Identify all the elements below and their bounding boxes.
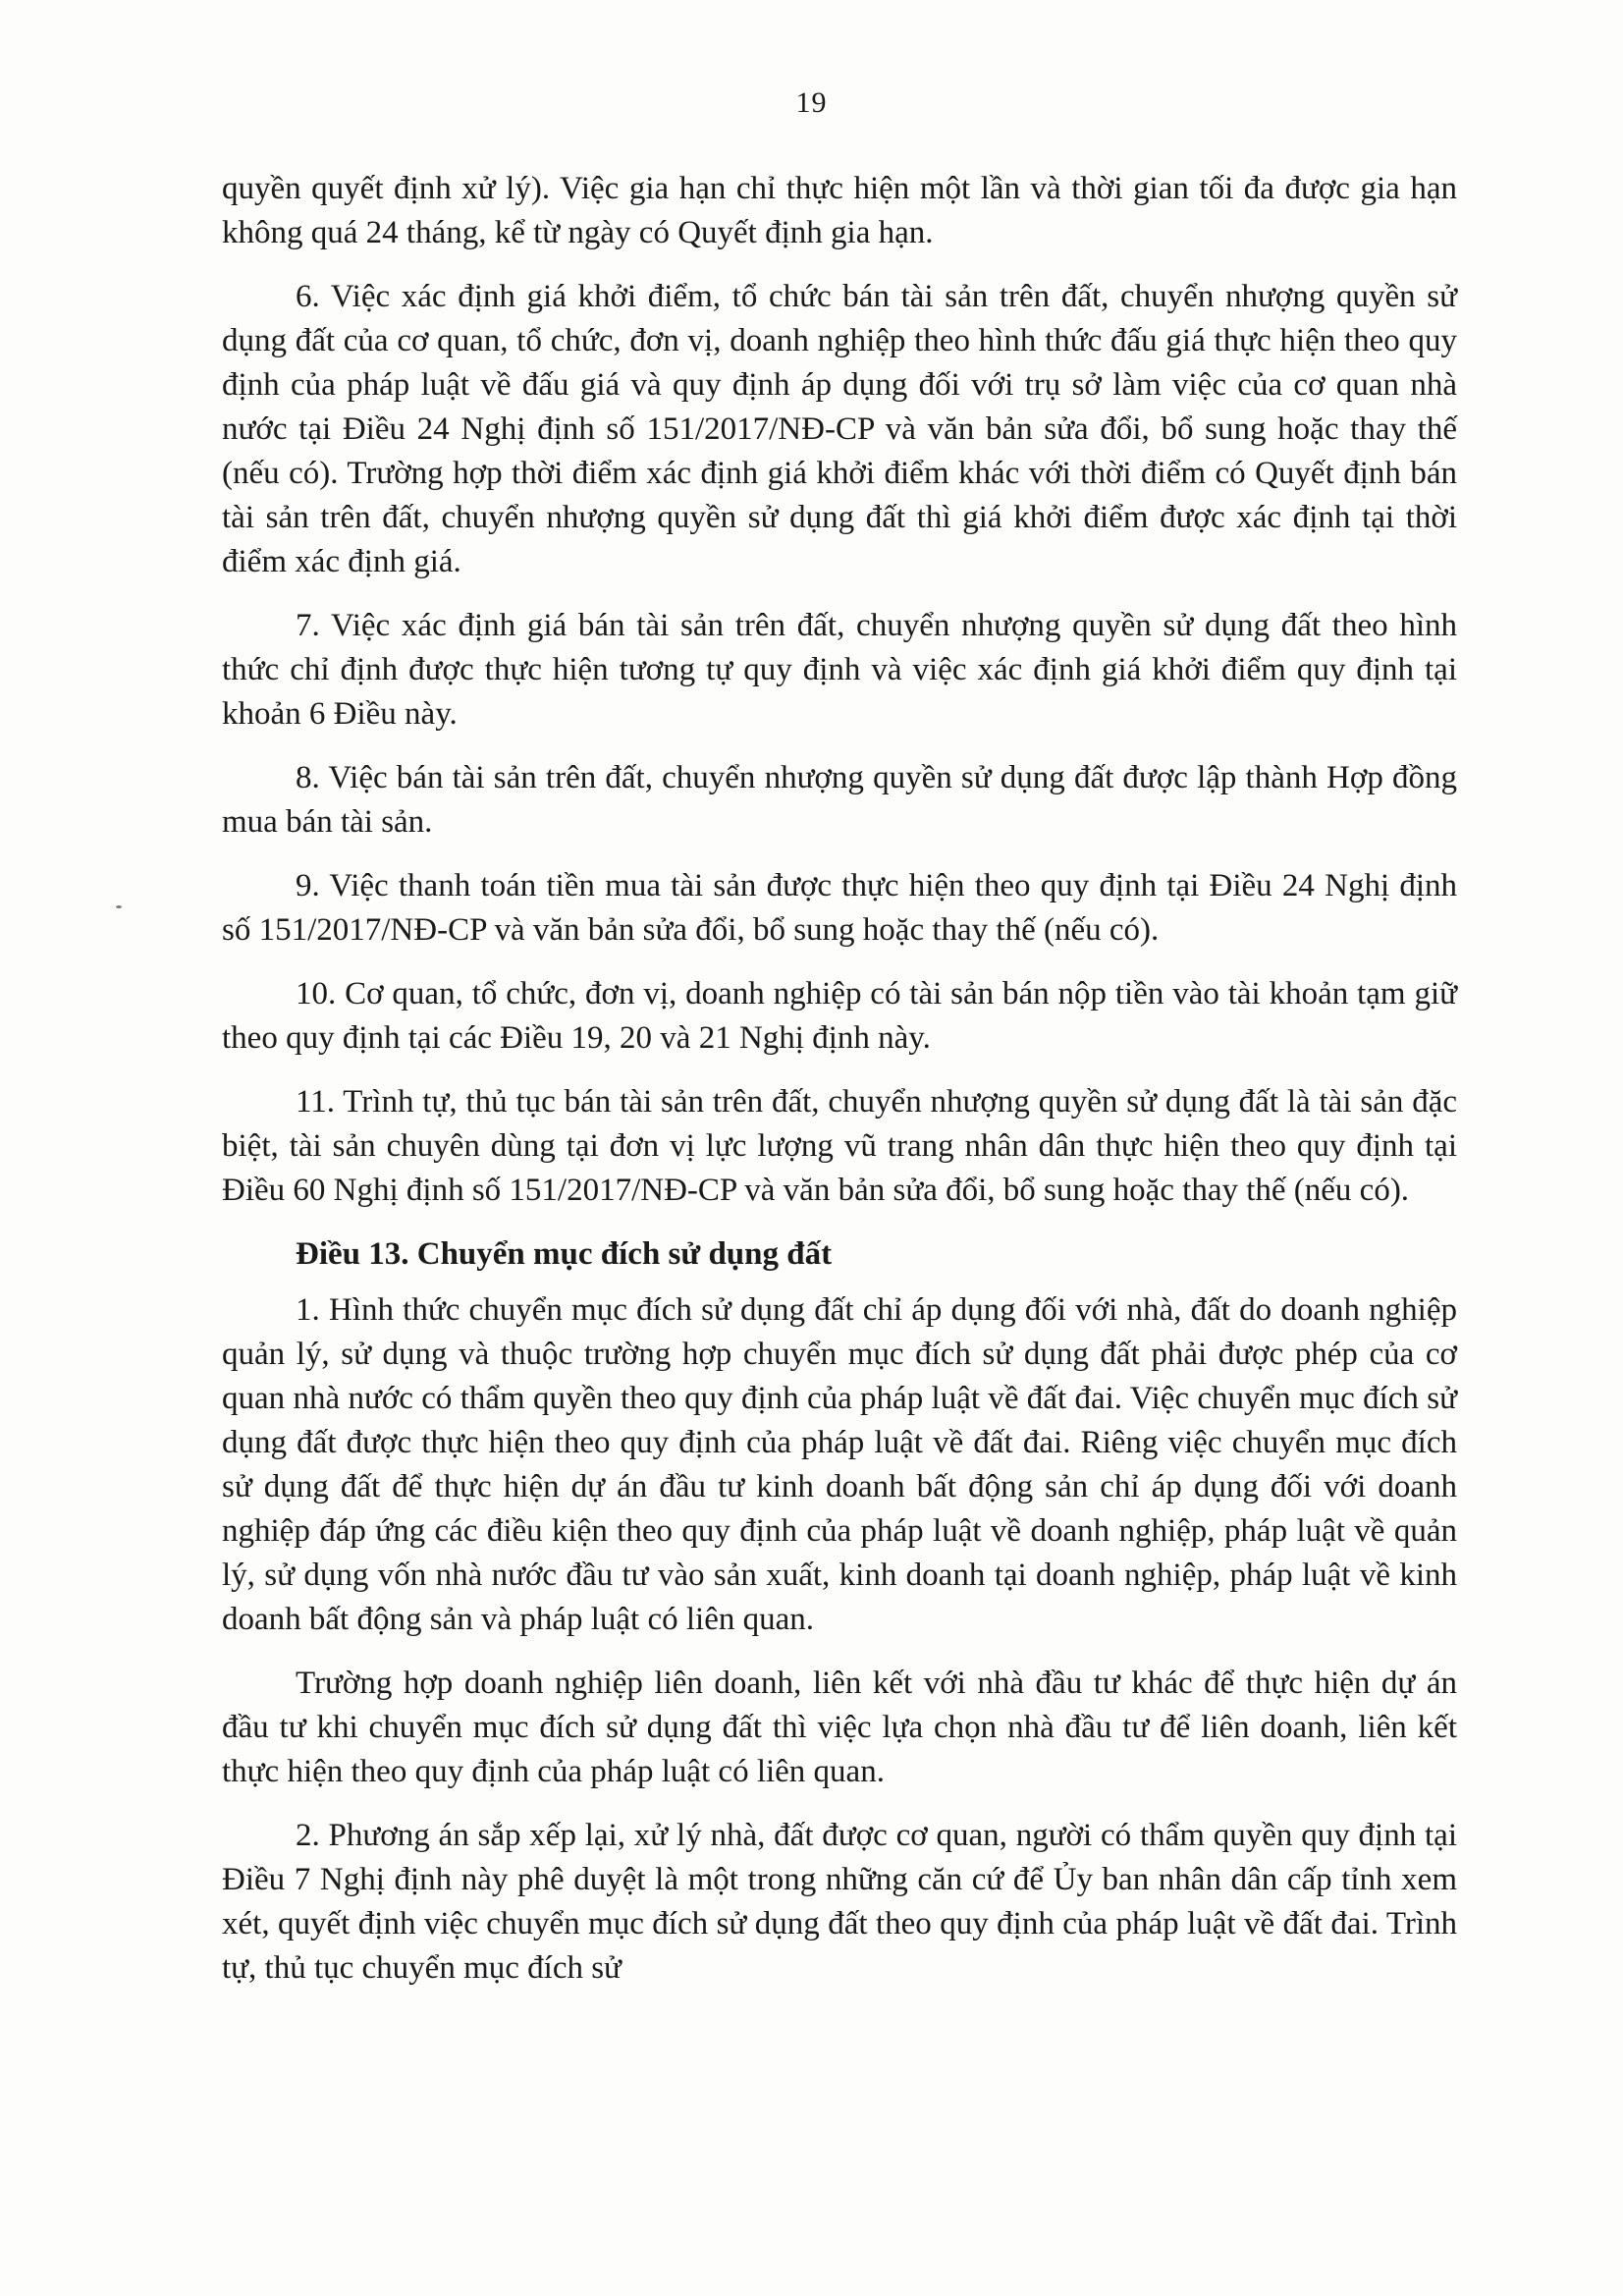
document-body <box>222 167 1457 2010</box>
article-paragraph-1: 1. Hình thức chuyển mục đích sử dụng đất chỉ áp dụng đối với nhà, đất do doanh nghiệp quản lý, sử dụng và thuộc trường hợp chuyển mục đích sử dụng đất phải được phép của cơ quan nhà nước có thẩm quyền theo quy định của pháp luật về đất đai. Việc chuyển mục đích sử dụng đất được thực hiện theo quy định của pháp luật về đất đai. Riêng việc chuyển mục đích sử dụng đất để thực hiện dự án đầu tư kinh doanh bất động sản chỉ áp dụng đối với doanh nghiệp đáp ứng các điều kiện theo quy định của pháp luật về doanh nghiệp, pháp luật về quản lý, sử dụng vốn nhà nước đầu tư vào sản xuất, kinh doanh tại doanh nghiệp, pháp luật về kinh doanh bất động sản và pháp luật có liên quan. <box>222 1292 1457 1637</box>
paragraph-clause-9: 9. Việc thanh toán tiền mua tài sản được thực hiện theo quy định tại Điều 24 Nghị định số 151/2017/NĐ-CP và văn bản sửa đổi, bổ sung hoặc thay thế (nếu có). <box>222 868 1457 948</box>
paragraph-clause-11: 11. Trình tự, thủ tục bán tài sản trên đất, chuyển nhượng quyền sử dụng đất là tài sản đặc biệt, tài sản chuyên dùng tại đơn vị lực lượng vũ trang nhân dân thực hiện theo quy định tại Điều 60 Nghị định số 151/2017/NĐ-CP và văn bản sửa đổi, bổ sung hoặc thay thế (nếu có). <box>222 1084 1457 1208</box>
page-number: 19 <box>795 86 828 119</box>
paragraph-clause-10: 10. Cơ quan, tổ chức, đơn vị, doanh nghiệp có tài sản bán nộp tiền vào tài khoản tạm giữ theo quy định tại các Điều 19, 20 và 21 Nghị định này. <box>222 976 1457 1056</box>
paragraph-clause-6: 6. Việc xác định giá khởi điểm, tổ chức bán tài sản trên đất, chuyển nhượng quyền sử dụng đất của cơ quan, tổ chức, đơn vị, doanh nghiệp theo hình thức đấu giá thực hiện theo quy định của pháp luật về đấu giá và quy định áp dụng đối với trụ sở làm việc của cơ quan nhà nước tại Điều 24 Nghị định số 151/2017/NĐ-CP và văn bản sửa đổi, bổ sung hoặc thay thế (nếu có). Trường hợp thời điểm xác định giá khởi điểm khác với thời điểm có Quyết định bán tài sản trên đất, chuyển nhượng quyền sử dụng đất thì giá khởi điểm được xác định tại thời điểm xác định giá. <box>222 279 1457 579</box>
article-heading: Điều 13. Chuyển mục đích sử dụng đất <box>296 1236 833 1272</box>
article-paragraph-joint-venture: Trường hợp doanh nghiệp liên doanh, liên kết với nhà đầu tư khác để thực hiện dự án đầu tư khi chuyển mục đích sử dụng đất thì việc lựa chọn nhà đầu tư để liên doanh, liên kết thực hiện theo quy định của pháp luật có liên quan. <box>222 1666 1457 1789</box>
scan-speck-mark <box>116 905 122 908</box>
paragraph-clause-7: 7. Việc xác định giá bán tài sản trên đất, chuyển nhượng quyền sử dụng đất theo hình thức chỉ định được thực hiện tương tự quy định và việc xác định giá khởi điểm quy định tại khoản 6 Điều này. <box>222 608 1457 732</box>
paragraph-continuation: quyền quyết định xử lý). Việc gia hạn chỉ thực hiện một lần và thời gian tối đa được gia hạn không quá 24 tháng, kể từ ngày có Quyết định gia hạn. <box>222 171 1457 250</box>
paragraph-clause-8: 8. Việc bán tài sản trên đất, chuyển nhượng quyền sử dụng đất được lập thành Hợp đồng mua bán tài sản. <box>222 760 1457 840</box>
article-paragraph-2: 2. Phương án sắp xếp lại, xử lý nhà, đất được cơ quan, người có thẩm quyền quy định tại Điều 7 Nghị định này phê duyệt là một trong những căn cứ để Ủy ban nhân dân cấp tỉnh xem xét, quyết định việc chuyển mục đích sử dụng đất theo quy định của pháp luật về đất đai. Trình tự, thủ tục chuyển mục đích sử <box>222 1818 1457 1986</box>
